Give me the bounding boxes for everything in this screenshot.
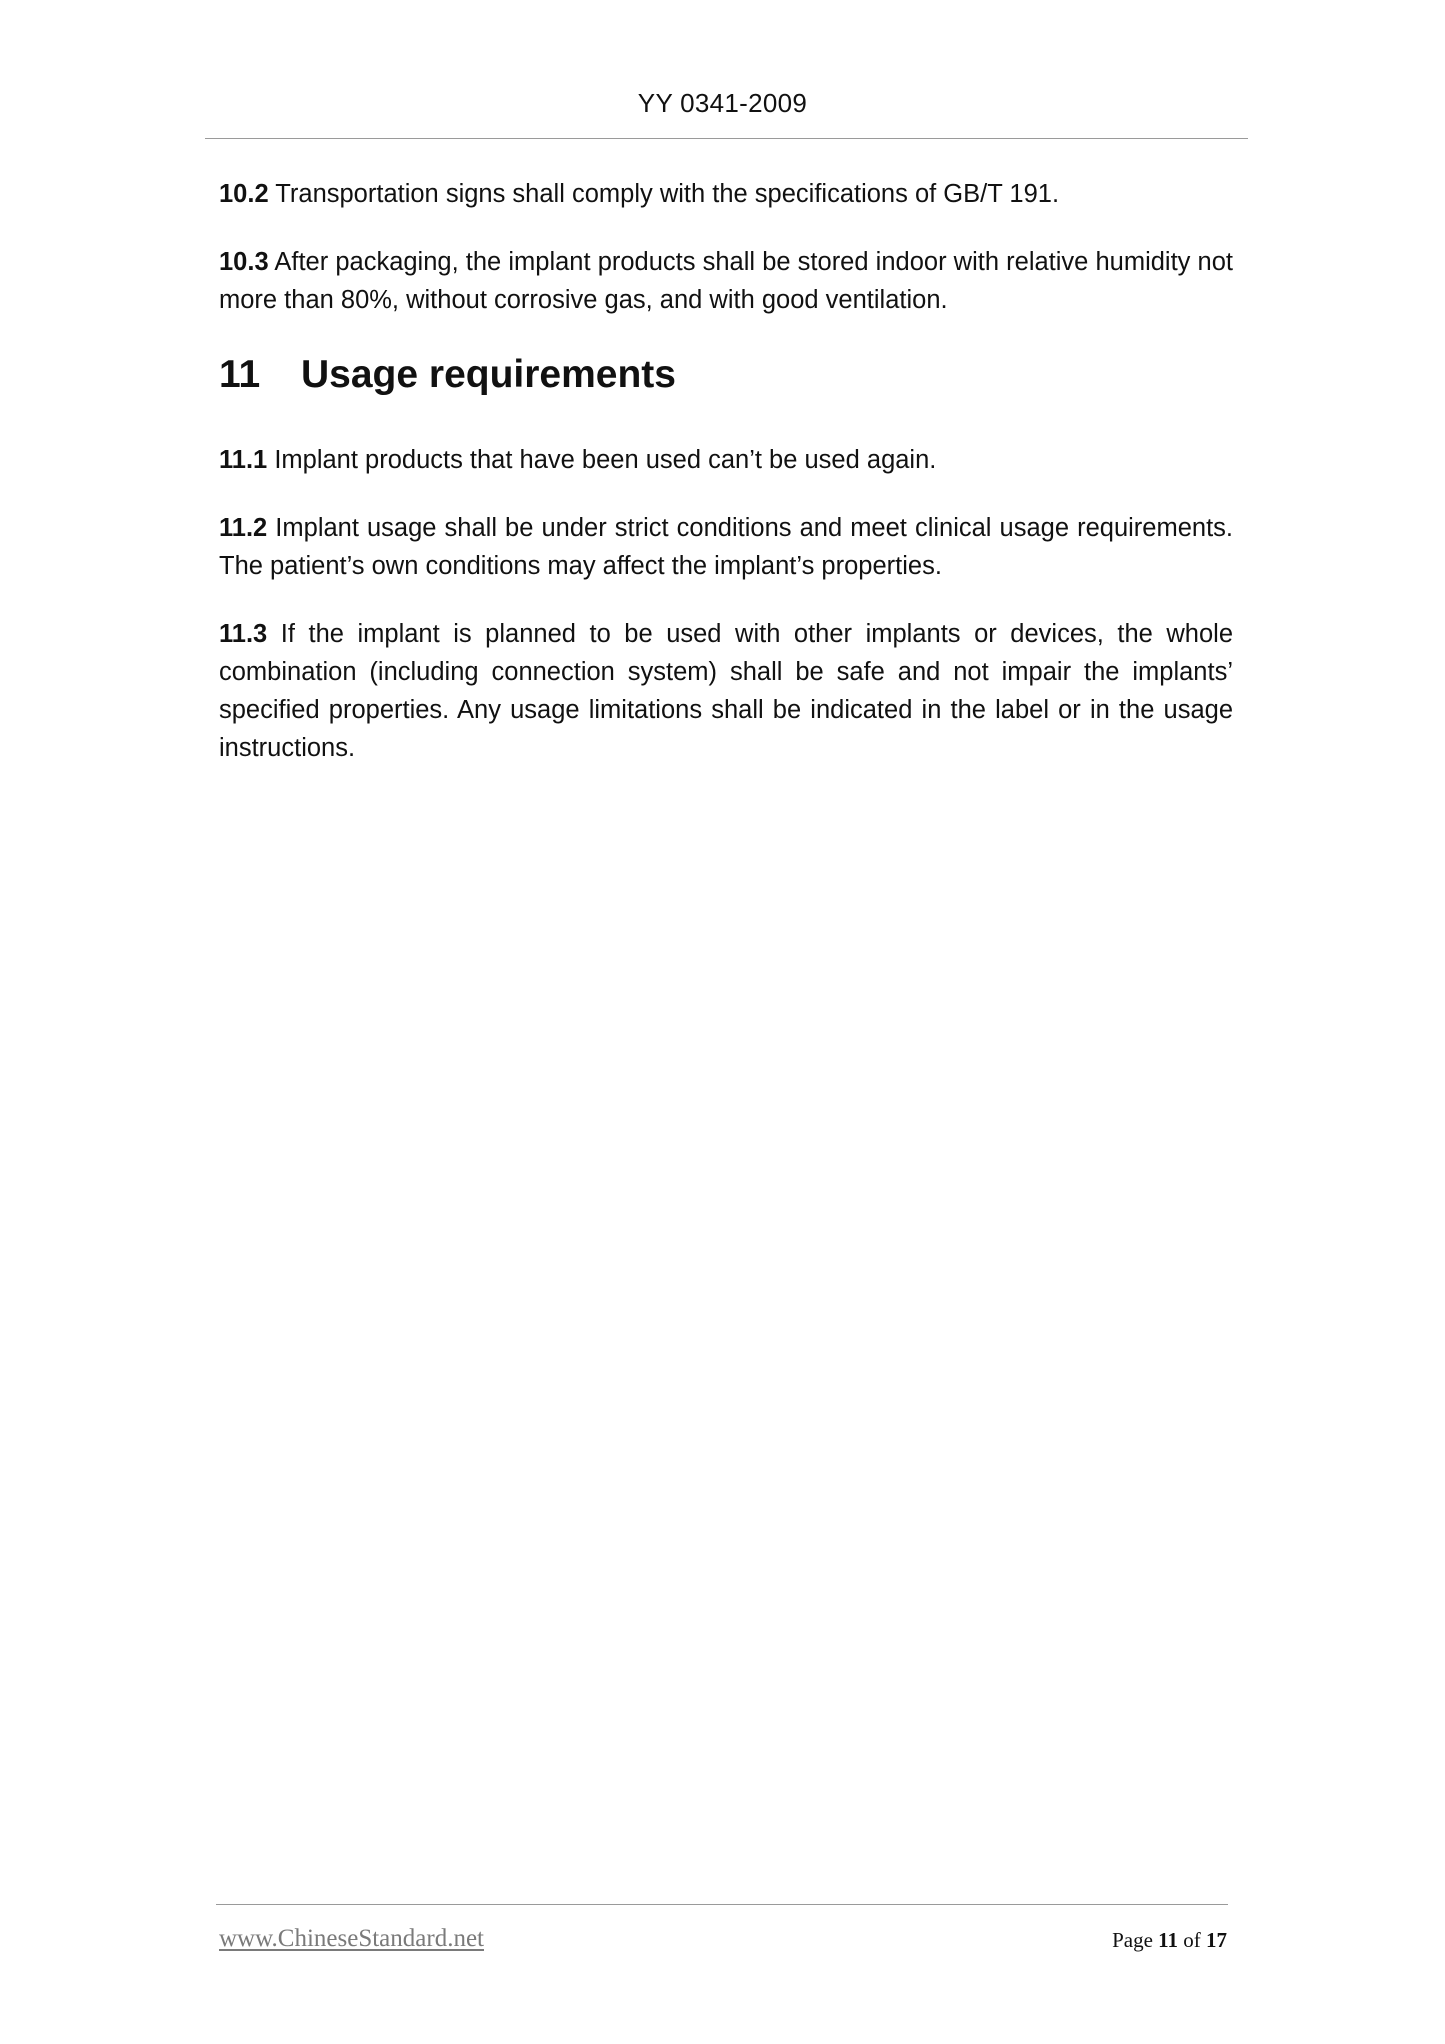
clause-11-2 [219, 509, 1233, 585]
document-body [219, 175, 1233, 797]
clause-number: 10.3 [219, 248, 269, 276]
footer-website-link[interactable]: www.ChineseStandard.net [219, 1925, 484, 1952]
footer-divider [216, 1904, 1228, 1905]
page-total: 17 [1206, 1928, 1227, 1952]
page-number [1112, 1928, 1227, 1953]
clause-text: Implant products that have been used can’t be used again. [267, 446, 937, 474]
page-of: of [1178, 1928, 1206, 1952]
clause-text: Transportation signs shall comply with the specifications of GB/T 191. [268, 180, 1060, 208]
section-title: Usage requirements [301, 353, 676, 396]
clause-text: After packaging, the implant products shall be stored indoor with relative humidity not more than 80%, without corrosive gas, and with good ventilation. [219, 248, 1233, 314]
clause-text: Implant usage shall be under strict conditions and meet clinical usage requirements. The patient’s own conditions may affect the implant’s properties. [219, 514, 1233, 580]
document-header-title: YY 0341-2009 [637, 88, 808, 118]
clause-number: 11.1 [219, 446, 268, 474]
clause-10-2 [219, 175, 1233, 213]
clause-10-3 [219, 243, 1233, 319]
page-current: 11 [1158, 1928, 1178, 1952]
clause-number: 11.2 [219, 514, 268, 542]
clause-11-1 [219, 441, 1233, 479]
section-number: 11 [219, 353, 261, 396]
clause-number: 11.3 [219, 620, 268, 648]
clause-number: 10.2 [219, 180, 269, 208]
clause-text: If the implant is planned to be used with other implants or devices, the whole combination (including connection system) shall be safe and not impair the implants’ specified properties. Any usage limitations shall be indicated in the label or in the usage instructions. [219, 620, 1233, 762]
header-divider [205, 138, 1248, 139]
section-heading [219, 351, 1233, 399]
page-prefix: Page [1112, 1928, 1159, 1952]
clause-11-3 [219, 615, 1233, 767]
